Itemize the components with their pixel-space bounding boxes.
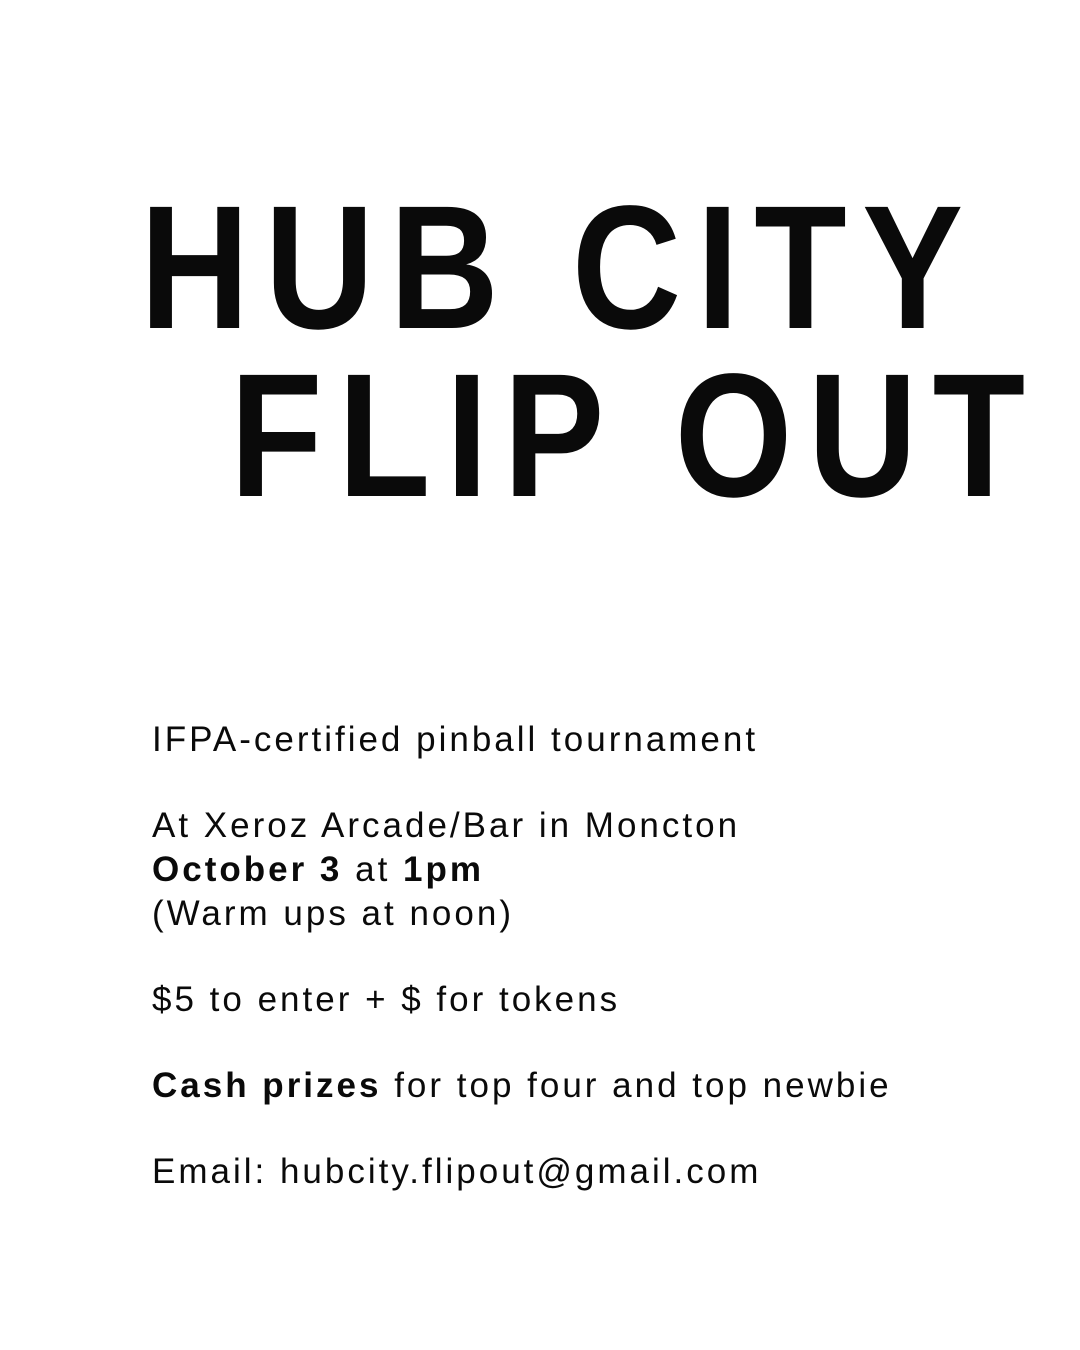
prizes [152,1064,1052,1108]
tagline: IFPA-certified pinball tournament [152,720,759,759]
venue: At Xeroz Arcade/Bar in Moncton [152,806,741,845]
date-connector: at [342,850,404,889]
event-date: October 3 [152,850,343,889]
prizes-text: for top four and top newbie [381,1066,892,1105]
contact-email [152,1150,1052,1194]
date-time [152,848,1052,892]
event-time: 1pm [403,850,484,889]
email-address[interactable]: hubcity.flipout@gmail.com [279,1152,762,1191]
title-line-1: HUB CITY [140,170,979,366]
prizes-highlight: Cash prizes [152,1066,382,1105]
title-line-2: FLIP OUT [230,338,1041,534]
email-label: Email: [152,1152,280,1191]
warmup-note: (Warm ups at noon) [152,894,514,933]
event-details [152,718,1052,1194]
entry-cost: $5 to enter + $ for tokens [152,980,621,1019]
